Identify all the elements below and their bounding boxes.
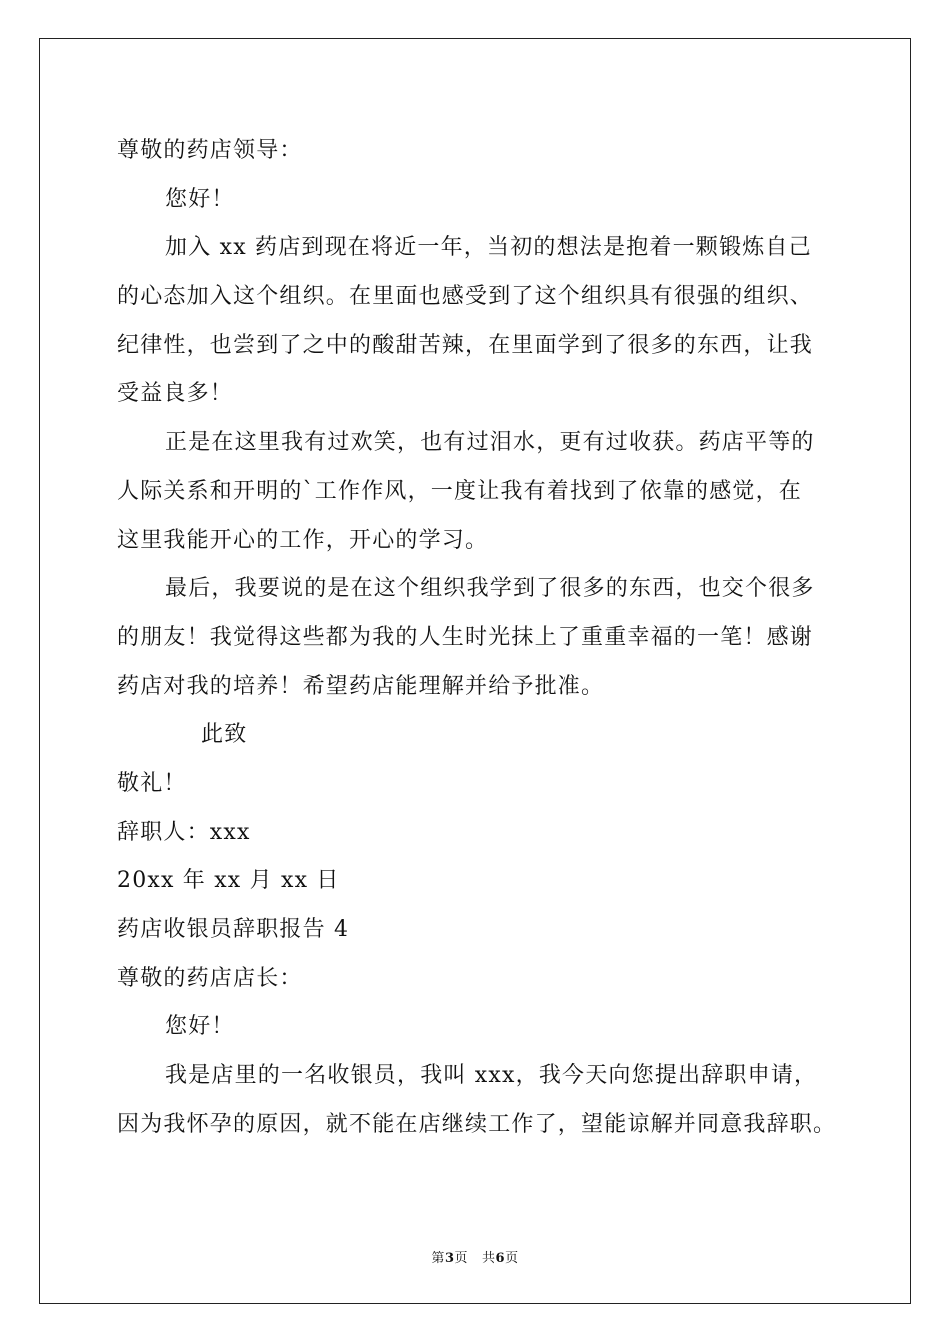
greeting: 您好！ <box>165 186 235 212</box>
paragraph-line: 受益良多！ <box>117 381 234 407</box>
page-footer <box>0 1247 950 1266</box>
document-body <box>117 127 857 1149</box>
page-suffix: 页 <box>454 1251 468 1266</box>
total-suffix: 页 <box>505 1251 519 1266</box>
section-title: 药店收银员辞职报告 4 <box>117 917 350 942</box>
salutation: 尊敬的药店店长： <box>117 965 303 991</box>
paragraph-line: 因为我怀孕的原因，就不能在店继续工作了，望能谅解并同意我辞职。 <box>117 1111 837 1137</box>
paragraph-line: 正是在这里我有过欢笑，也有过泪水，更有过收获。药店平等的 <box>165 430 815 456</box>
paragraph-line: 人际关系和开明的`工作作风，一度让我有着找到了依靠的感觉，在 <box>117 478 803 504</box>
closing-salute: 敬礼！ <box>117 770 187 796</box>
paragraph-line: 我是店里的一名收银员，我叫 xxx，我今天向您提出辞职申请， <box>165 1063 818 1089</box>
closing-phrase: 此致 <box>201 722 248 748</box>
signer: 辞职人：xxx <box>117 819 251 845</box>
paragraph-line: 的心态加入这个组织。在里面也感受到了这个组织具有很强的组织、 <box>117 284 814 310</box>
paragraph-line: 纪律性，也尝到了之中的酸甜苦辣，在里面学到了很多的东西，让我 <box>117 332 814 358</box>
greeting: 您好！ <box>165 1014 235 1040</box>
paragraph-line: 这里我能开心的工作，开心的学习。 <box>117 527 489 553</box>
date: 20xx 年 xx 月 xx 日 <box>117 868 340 894</box>
paragraph-line: 加入 xx 药店到现在将近一年，当初的想法是抱着一颗锻炼自己 <box>165 235 812 261</box>
salutation: 尊敬的药店领导： <box>117 138 303 163</box>
paragraph-line: 的朋友！我觉得这些都为我的人生时光抹上了重重幸福的一笔！感谢 <box>117 624 814 650</box>
page-total: 6 <box>495 1251 506 1266</box>
total-prefix: 共 <box>482 1251 496 1266</box>
page-current: 3 <box>444 1251 455 1266</box>
page-prefix: 第 <box>431 1251 445 1266</box>
paragraph-line: 最后，我要说的是在这个组织我学到了很多的东西，也交个很多 <box>165 576 815 602</box>
paragraph-line: 药店对我的培养！希望药店能理解并给予批准。 <box>117 673 605 699</box>
